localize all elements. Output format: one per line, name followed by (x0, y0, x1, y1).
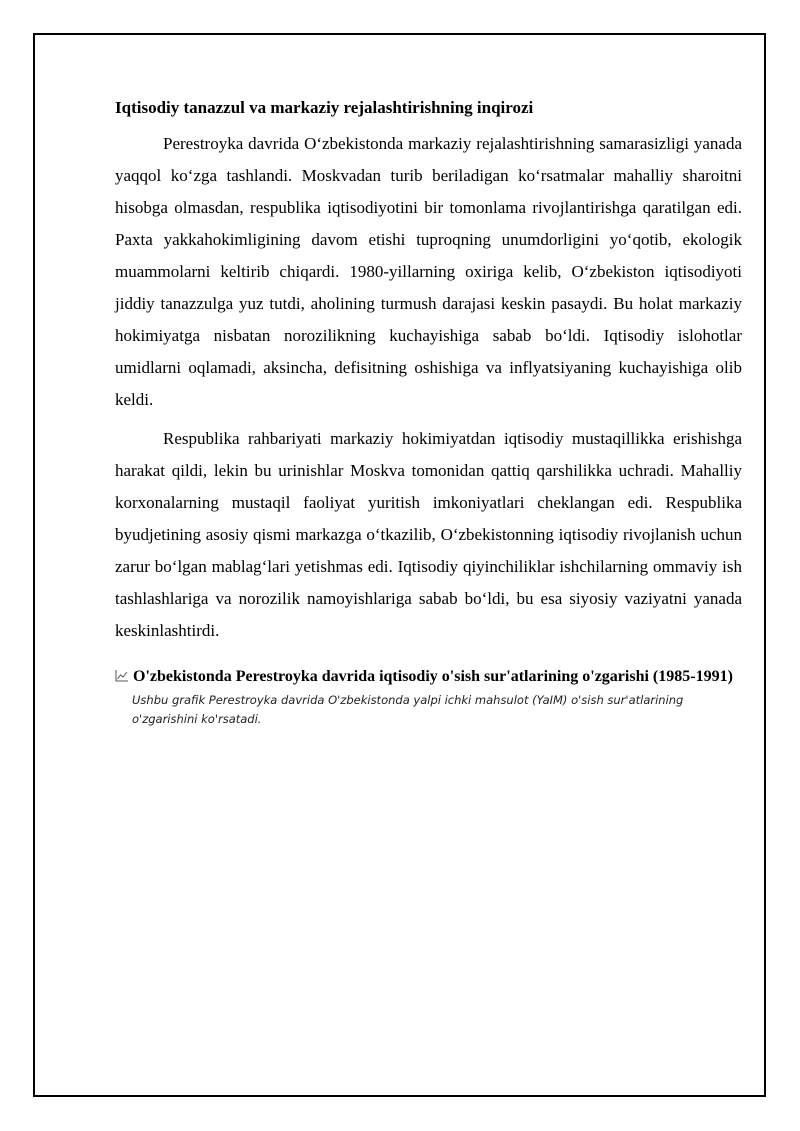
figure-caption (115, 667, 742, 729)
paragraph-1: Perestroyka davrida O‘zbekistonda markaziy rejalashtirishning samarasizligi yanada yaqqol ko‘zga tashlandi. Moskvadan turib beriladigan ko‘rsatmalar mahalliy sharoitni hisobga olmasdan, respublika iqtisodiyotini bir tomonlama rivojlantirishga qaratilgan edi. Paxta yakkahokimligining davom etishi tuproqning unumdorligini yo‘qotib, ekologik muammolarni keltirib chiqardi. 1980-yillarning oxiriga kelib, O‘zbekiston iqtisodiyoti jiddiy tanazzulga yuz tutdi, aholining turmush darajasi keskin pasaydi. Bu holat markaziy hokimiyatga nisbatan norozilikning kuchayishiga sabab bo‘ldi. Iqtisodiy islohotlar umidlarni oqlamadi, aksincha, defisitning oshishiga va inflyatsiyaning kuchayishiga olib keldi. (115, 134, 742, 409)
line-chart-icon (115, 669, 129, 682)
figure-title: O'zbekistonda Perestroyka davrida iqtisodiy o'sish sur'atlarining o'zgarishi (1985-1991) (133, 668, 733, 685)
figure-description: Ushbu grafik Perestroyka davrida O'zbekistonda yalpi ichki mahsulot (YaIM) o'sish sur'atlarining o'zgarishini ko'rsatadi. (132, 693, 684, 726)
section-heading: Iqtisodiy tanazzul va markaziy rejalashtirishning inqirozi (115, 98, 534, 117)
figure-title-row (115, 667, 742, 687)
document-body (115, 96, 742, 729)
paragraph-2: Respublika rahbariyati markaziy hokimiyatdan iqtisodiy mustaqillikka erishishga harakat qildi, lekin bu urinishlar Moskva tomonidan qattiq qarshilikka uchradi. Mahalliy korxonalarning mustaqil faoliyat yuritish imkoniyatlari cheklangan edi. Respublika byudjetining asosiy qismi markazga o‘tkazilib, O‘zbekistonning iqtisodiy rivojlanish uchun zarur bo‘lgan mablag‘lari yetishmas edi. Iqtisodiy qiyinchiliklar ishchilarning ommaviy ish tashlashlariga va norozilik namoyishlariga sabab bo‘ldi, bu esa siyosiy vaziyatni yanada keskinlashtirdi. (115, 429, 742, 640)
